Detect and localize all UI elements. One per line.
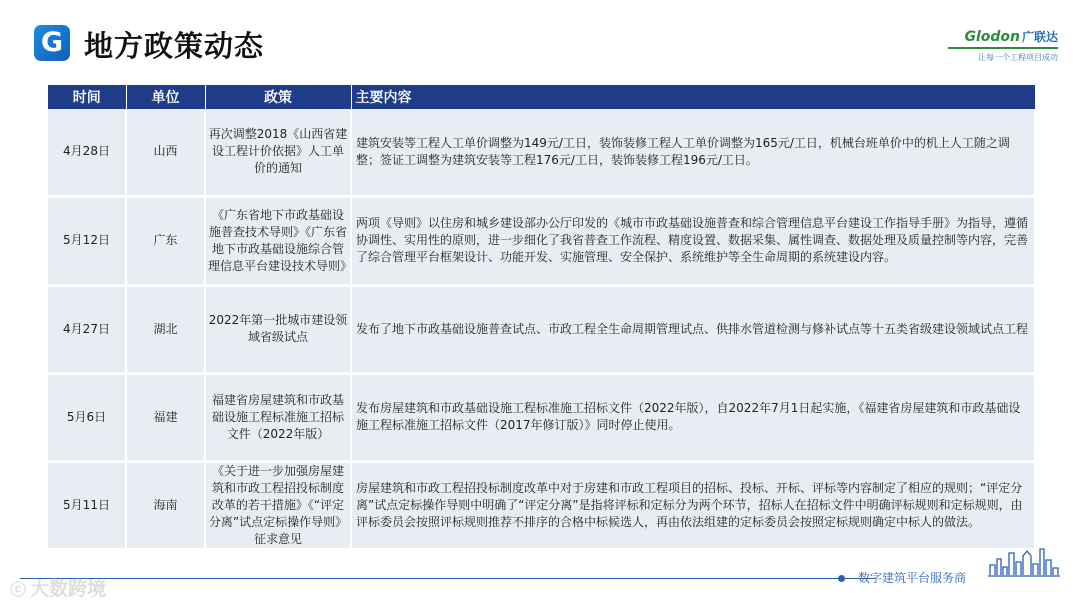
column-header-region: 单位 xyxy=(126,85,205,109)
footer-dot xyxy=(838,575,845,582)
cell-date: 4月27日 xyxy=(48,285,126,373)
brand-slogan: 让每一个工程项目成功 xyxy=(978,53,1058,62)
cell-policy: 《广东省地下市政基础设施普查技术导则》《广东省地下市政基础设施综合管理信息平台建设技术导则》 xyxy=(205,196,351,285)
watermark xyxy=(10,574,106,601)
city-skyline-icon xyxy=(988,545,1060,577)
column-header-policy: 政策 xyxy=(205,85,351,109)
table-row xyxy=(48,285,1035,373)
table-row xyxy=(48,109,1035,196)
footer-divider xyxy=(20,578,875,579)
table-row xyxy=(48,196,1035,285)
cell-policy: 2022年第一批城市建设领域省级试点 xyxy=(205,285,351,373)
cell-region: 广东 xyxy=(126,196,205,285)
cell-date: 5月12日 xyxy=(48,196,126,285)
brand-name-cn: 广联达 xyxy=(1021,30,1058,44)
cell-region: 湖北 xyxy=(126,285,205,373)
cell-date: 5月6日 xyxy=(48,373,126,461)
cell-content: 建筑安装等工程人工单价调整为149元/工日，装饰装修工程人工单价调整为165元/工日，机械台班单价中的机上人工随之调整；签证工调整为建筑安装等工程176元/工日，装饰装修工程196元/工日。 xyxy=(351,109,1035,196)
cell-region: 山西 xyxy=(126,109,205,196)
cell-content: 房屋建筑和市政工程招投标制度改革中对于房建和市政工程项目的招标、投标、开标、评标等内容制定了相应的规则；“评定分离”试点定标操作导则中明确了“评定分离”是指将评标和定标分为两个环节，招标人在招标文件中明确评标规则和定标规则，由评标委员会按照评标规则推荐不排序的合格中标候选人，再由依法组建的定标委员会按照定标规则确定中标人的做法。 xyxy=(351,461,1035,549)
table-header-row xyxy=(48,85,1035,109)
brand-name-en: Glodon xyxy=(964,29,1020,45)
cell-region: 福建 xyxy=(126,373,205,461)
cell-content: 发布了地下市政基础设施普查试点、市政工程全生命周期管理试点、供排水管道检测与修补试点等十五类省级建设领域试点工程 xyxy=(351,285,1035,373)
cell-date: 5月11日 xyxy=(48,461,126,549)
cell-policy: 《关于进一步加强房屋建筑和市政工程招投标制度改革的若干措施》《“评定分离”试点定标操作导则》征求意见 xyxy=(205,461,351,549)
brand-name xyxy=(908,28,1058,45)
cell-date: 4月28日 xyxy=(48,109,126,196)
brand-underline xyxy=(948,47,1058,49)
cell-content: 两项《导则》以住房和城乡建设部办公厅印发的《城市市政基础设施普查和综合管理信息平台建设工作指导手册》为指导，遵循协调性、实用性的原则，进一步细化了我省普查工作流程、精度设置、数据采集、属性调查、数据处理及质量控制等内容，完善了综合管理平台框架设计、功能开发、实施管理、安全保护、系统维护等全生命周期的系统建设内容。 xyxy=(351,196,1035,285)
cell-policy: 福建省房屋建筑和市政基础设施工程标准施工招标文件（2022年版） xyxy=(205,373,351,461)
cell-content: 发布房屋建筑和市政基础设施工程标准施工招标文件（2022年版），自2022年7月1日起实施，《福建省房屋建筑和市政基础设施工程标准施工招标文件（2017年修订版）》同时停止使用。 xyxy=(351,373,1035,461)
watermark-logo-icon: ⓒ xyxy=(10,580,27,599)
watermark-text: 大数跨境 xyxy=(30,578,107,600)
brand-logo xyxy=(908,28,1058,63)
cell-region: 海南 xyxy=(126,461,205,549)
column-header-content: 主要内容 xyxy=(351,85,1035,109)
policy-table xyxy=(48,85,1036,551)
table-row xyxy=(48,461,1035,549)
page-title: 地方政策动态 xyxy=(84,29,265,63)
cell-policy: 再次调整2018《山西省建设工程计价依据》人工单价的通知 xyxy=(205,109,351,196)
footer-tagline: 数字建筑平台服务商 xyxy=(858,571,967,585)
glodon-g-logo-icon: G xyxy=(34,25,70,61)
column-header-date: 时间 xyxy=(48,85,126,109)
table-row xyxy=(48,373,1035,461)
